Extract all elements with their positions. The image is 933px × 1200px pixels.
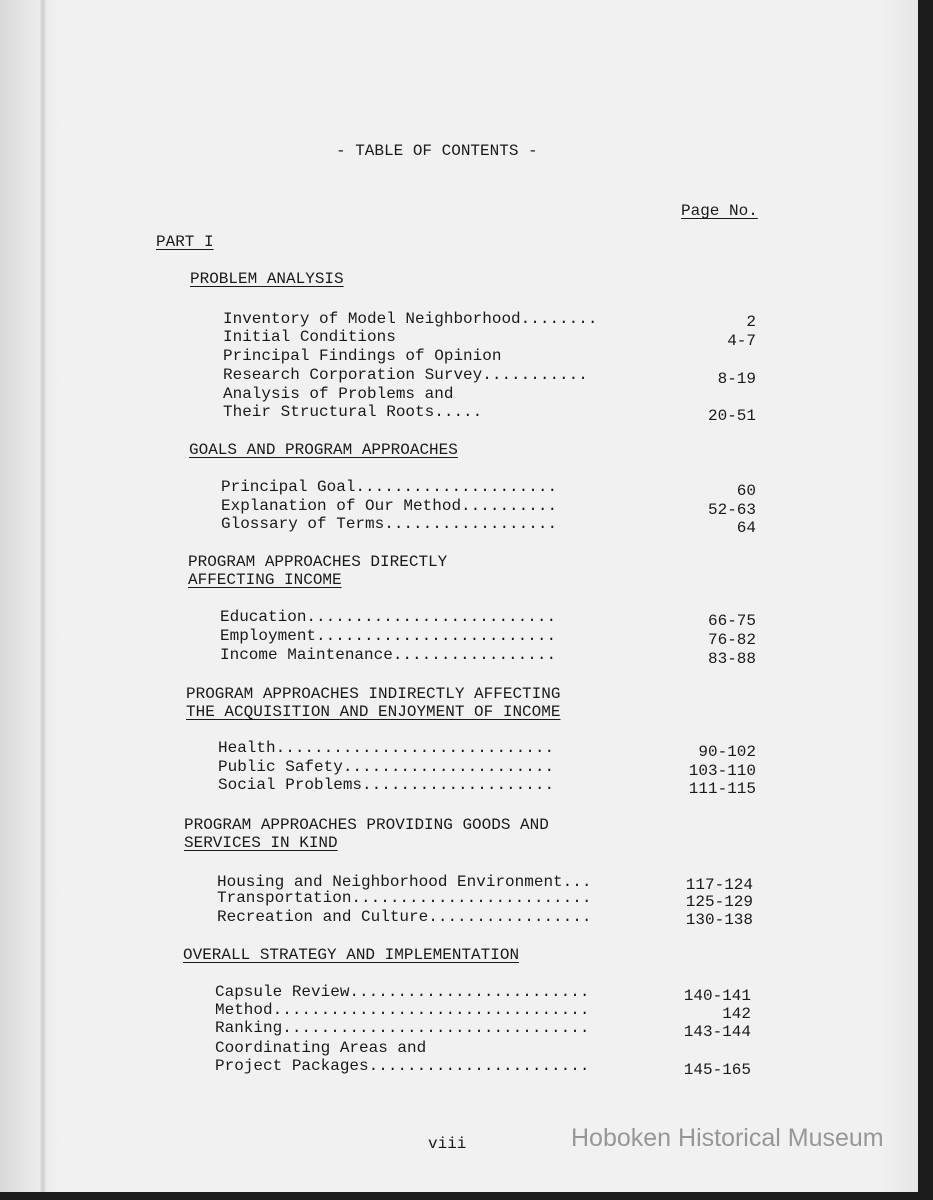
- toc-entry-label: Analysis of Problems and: [223, 385, 454, 403]
- toc-entry-page: 52-63: [707, 501, 756, 519]
- toc-entry-page: 103-110: [688, 762, 756, 780]
- toc-entry-label: Coordinating Areas and: [215, 1039, 427, 1057]
- toc-entry-page: 64: [736, 519, 756, 537]
- toc-entry-page: 117-124: [685, 876, 753, 894]
- toc-entry-label: Health.............................: [218, 739, 555, 757]
- toc-entry-page: 76-82: [707, 631, 756, 649]
- toc-entry-label: Transportation.........................: [217, 889, 592, 907]
- toc-entry-label: Public Safety......................: [218, 758, 555, 776]
- museum-watermark: Hoboken Historical Museum: [571, 1124, 884, 1152]
- toc-entry-page: 140-141: [683, 987, 751, 1005]
- toc-entry-page: 83-88: [707, 650, 756, 668]
- toc-entry-label: Capsule Review.........................: [215, 983, 590, 1001]
- toc-entry-label: Explanation of Our Method..........: [221, 497, 558, 515]
- toc-entry-page: 60: [736, 482, 756, 500]
- toc-entry-page: 4-7: [727, 332, 756, 350]
- section-heading-indirect-line1: PROGRAM APPROACHES INDIRECTLY AFFECTING: [186, 685, 561, 703]
- toc-entry-label: Initial Conditions: [223, 328, 396, 346]
- section-heading-direct-line2: AFFECTING INCOME: [188, 571, 342, 589]
- toc-entry-label: Ranking................................: [215, 1019, 590, 1037]
- toc-entry-label: Glossary of Terms..................: [221, 515, 558, 533]
- toc-entry-page: 66-75: [707, 612, 756, 630]
- toc-entry-label: Housing and Neighborhood Environment...: [217, 873, 592, 891]
- section-heading-indirect-line2: THE ACQUISITION AND ENJOYMENT OF INCOME: [186, 703, 561, 721]
- toc-entry-label: Recreation and Culture.................: [217, 908, 592, 926]
- toc-entry-label: Their Structural Roots.....: [223, 403, 483, 421]
- toc-entry-page: 90-102: [698, 743, 756, 761]
- toc-entry-label: Research Corporation Survey...........: [223, 366, 588, 384]
- part-label: PART I: [156, 233, 214, 251]
- section-heading-direct-line1: PROGRAM APPROACHES DIRECTLY: [188, 553, 448, 571]
- toc-entry-page: 125-129: [685, 893, 753, 911]
- section-heading-goods-line2: SERVICES IN KIND: [184, 834, 338, 852]
- toc-entry-page: 20-51: [707, 407, 756, 425]
- document-title: - TABLE OF CONTENTS -: [336, 142, 538, 160]
- section-heading-problem-analysis: PROBLEM ANALYSIS: [190, 270, 344, 288]
- toc-entry-label: Principal Findings of Opinion: [223, 347, 502, 365]
- section-heading-overall: OVERALL STRATEGY AND IMPLEMENTATION: [183, 946, 520, 964]
- toc-entry-page: 2: [746, 313, 756, 331]
- toc-entry-label: Principal Goal.....................: [221, 478, 558, 496]
- page-number: viii: [428, 1135, 467, 1153]
- toc-entry-page: 145-165: [683, 1061, 751, 1079]
- toc-entry-label: Method.................................: [215, 1001, 590, 1019]
- page-number-column-label: Page No.: [681, 202, 758, 220]
- toc-entry-label: Employment.........................: [220, 627, 557, 645]
- section-heading-goals: GOALS AND PROGRAM APPROACHES: [189, 441, 458, 459]
- toc-entry-label: Social Problems....................: [218, 776, 555, 794]
- toc-entry-page: 8-19: [717, 370, 756, 388]
- toc-entry-page: 143-144: [683, 1023, 751, 1041]
- binding-shadow: [40, 0, 46, 1192]
- toc-entry-label: Income Maintenance.................: [220, 646, 557, 664]
- toc-entry-label: Project Packages.......................: [215, 1057, 590, 1075]
- toc-entry-label: Inventory of Model Neighborhood........: [223, 310, 598, 328]
- toc-entry-page: 130-138: [685, 911, 753, 929]
- section-heading-goods-line1: PROGRAM APPROACHES PROVIDING GOODS AND: [184, 816, 549, 834]
- toc-entry-page: 111-115: [688, 780, 756, 798]
- toc-entry-page: 142: [722, 1005, 751, 1023]
- toc-entry-label: Education..........................: [220, 608, 557, 626]
